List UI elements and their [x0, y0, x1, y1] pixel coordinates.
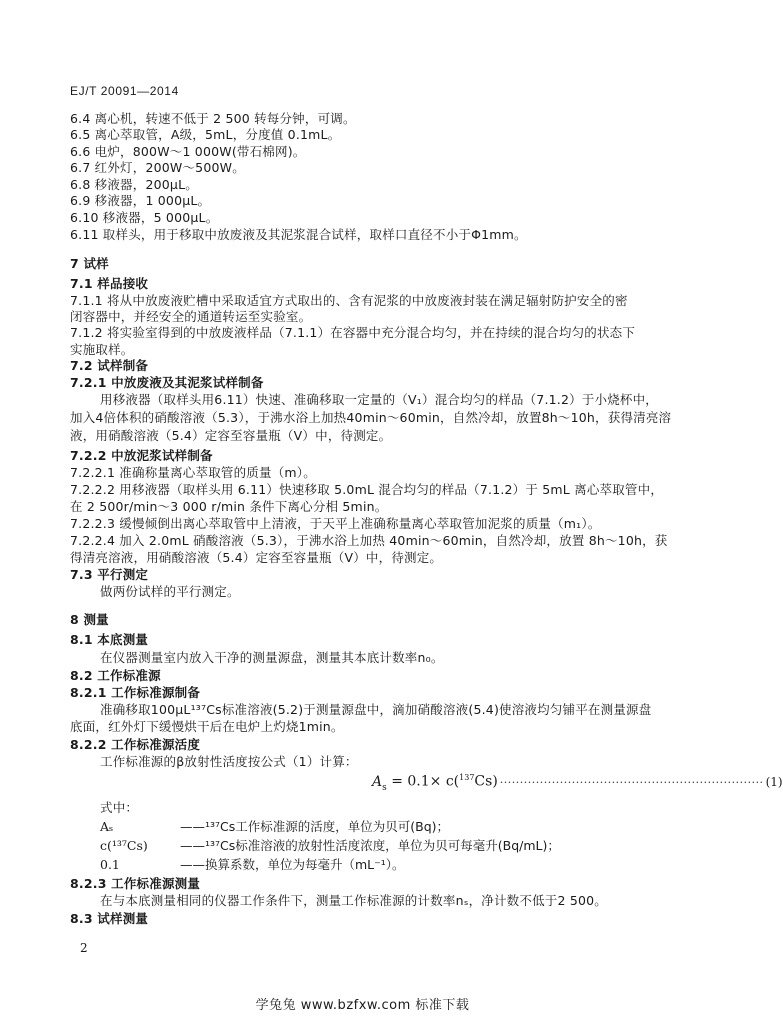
- section-8-heading: 8 测量: [70, 612, 109, 627]
- document-header-id: EJ/T 20091—2014: [70, 84, 179, 98]
- para-7-1-2-line1: 7.1.2 将实验室得到的中放废液样品（7.1.1）在容器中充分混合均匀，并在持续的混合均匀的状态下: [70, 325, 636, 340]
- para-7-1-2-line2: 实施取样。: [70, 342, 134, 357]
- variable-symbol: 0.1: [100, 857, 120, 872]
- para-8-2-2: 工作标准源的β放射性活度按公式（1）计算：: [100, 754, 358, 769]
- clause-6-8: 6.8 移液器，200μL。: [70, 177, 198, 192]
- variable-symbol: Aₛ: [100, 819, 114, 834]
- para-7-2-2-4-line1: 7.2.2.4 加入 2.0mL 硝酸溶液（5.3），于沸水浴上加热 40min～60min，自然冷却，放置 8h～10h，获: [70, 533, 668, 548]
- para-8-1: 在仪器测量室内放入干净的测量源盘，测量其本底计数率n₀。: [100, 650, 444, 665]
- heading-8-2-1: 8.2.1 工作标准源制备: [70, 685, 201, 700]
- formula-rhs-b: Cs): [474, 773, 498, 790]
- formula-lhs-symbol: A: [372, 773, 383, 790]
- para-7-2-2-2-line1: 7.2.2.2 用移液器（取样头用 6.11）快速移取 5.0mL 混合均匀的样品（7.1.2）于 5mL 离心萃取管中，: [70, 482, 664, 497]
- clause-6-11: 6.11 取样头，用于移取中放废液及其泥浆混合试样，取样口直径不小于Φ1mm。: [70, 227, 527, 242]
- formula-leader-dots: ··································································: [499, 775, 764, 789]
- section-7-heading: 7 试样: [70, 256, 109, 271]
- page-number: 2: [80, 941, 88, 955]
- heading-7-2: 7.2 试样制备: [70, 358, 149, 373]
- para-7-2-1-line2: 加入4倍体积的硝酸溶液（5.3），于沸水浴上加热40min～60min，自然冷却，放置8h～10h，获得清亮溶: [70, 410, 672, 425]
- heading-7-3: 7.3 平行测定: [70, 567, 149, 582]
- clause-6-10: 6.10 移液器，5 000μL。: [70, 210, 219, 225]
- para-8-2-1-line1: 准确移取100μL¹³⁷Cs标准溶液(5.2)于测量源盘中，滴加硝酸溶液(5.4)使溶液均匀铺平在测量源盘: [100, 702, 652, 717]
- para-7-2-2-2-line2: 在 2 500r/min～3 000 r/min 条件下离心分相 5min。: [70, 499, 388, 514]
- para-7-2-2-4-line2: 得清亮溶液，用硝酸溶液（5.4）定容至容量瓶（V）中，待测定。: [70, 550, 443, 565]
- clause-6-6: 6.6 电炉，800W～1 000W(带石棉网)。: [70, 144, 306, 159]
- clause-6-4: 6.4 离心机，转速不低于 2 500 转每分钟，可调。: [70, 111, 356, 126]
- formula-rhs-sup: 137: [459, 773, 475, 782]
- para-7-1-1-line1: 7.1.1 将从中放废液贮槽中采取适宜方式取出的、含有泥浆的中放废液封装在满足辐射防护安全的密: [70, 293, 628, 308]
- clause-6-7: 6.7 红外灯，200W～500W。: [70, 160, 245, 175]
- variable-description: ——¹³⁷Cs标准溶液的放射性活度浓度，单位为贝可每毫升(Bq/mL)；: [180, 838, 560, 853]
- variable-description: ——¹³⁷Cs工作标准源的活度，单位为贝可(Bq)；: [180, 819, 450, 834]
- para-7-2-2-1: 7.2.2.1 准确称量离心萃取管的质量（m）。: [70, 465, 316, 480]
- heading-8-3: 8.3 试样测量: [70, 911, 149, 926]
- heading-7-1: 7.1 样品接收: [70, 276, 149, 291]
- heading-8-2: 8.2 工作标准源: [70, 668, 161, 683]
- clause-6-9: 6.9 移液器，1 000μL。: [70, 193, 211, 208]
- para-7-3: 做两份试样的平行测定。: [100, 584, 240, 599]
- para-7-2-2-3: 7.2.2.3 缓慢倾倒出离心萃取管中上清液，于天平上准确称量离心萃取管加泥浆的质量（m₁）。: [70, 516, 601, 531]
- formula-1: [372, 768, 783, 797]
- para-7-2-1-line1: 用移液器（取样头用6.11）快速、准确移取一定量的（V₁）混合均匀的样品（7.1.2）于小烧杯中，: [100, 392, 659, 407]
- para-8-2-1-line2: 底面，红外灯下缓慢烘干后在电炉上灼烧1min。: [70, 719, 344, 734]
- formula-lhs-sub: s: [382, 782, 387, 793]
- heading-8-2-2: 8.2.2 工作标准源活度: [70, 737, 201, 752]
- heading-8-2-3: 8.2.3 工作标准源测量: [70, 876, 201, 891]
- formula-lhs: [372, 772, 387, 798]
- heading-8-1: 8.1 本底测量: [70, 632, 149, 647]
- para-7-2-1-line3: 液，用硝酸溶液（5.4）定容至容量瓶（V）中，待测定。: [70, 428, 392, 443]
- formula-number: (1): [765, 774, 783, 789]
- heading-7-2-1: 7.2.1 中放废液及其泥浆试样制备: [70, 375, 264, 390]
- formula-rhs-a: = 0.1× c(: [391, 773, 460, 790]
- para-7-1-1-line2: 闭容器中，并经安全的通道转运至实验室。: [70, 309, 312, 324]
- variable-symbol: c(¹³⁷Cs): [100, 838, 148, 853]
- footer-watermark-text: 学兔兔 www.bzfxw.com 标准下载: [255, 998, 470, 1013]
- where-label: 式中：: [100, 800, 139, 815]
- formula-rhs: [387, 768, 498, 792]
- heading-7-2-2: 7.2.2 中放泥浆试样制备: [70, 448, 213, 463]
- clause-6-5: 6.5 离心萃取管，A级，5mL，分度值 0.1mL。: [70, 127, 341, 142]
- variable-description: ——换算系数，单位为每毫升（mL⁻¹）。: [180, 857, 405, 872]
- para-8-2-3: 在与本底测量相同的仪器工作条件下，测量工作标准源的计数率nₛ，净计数不低于2 500。: [100, 893, 607, 908]
